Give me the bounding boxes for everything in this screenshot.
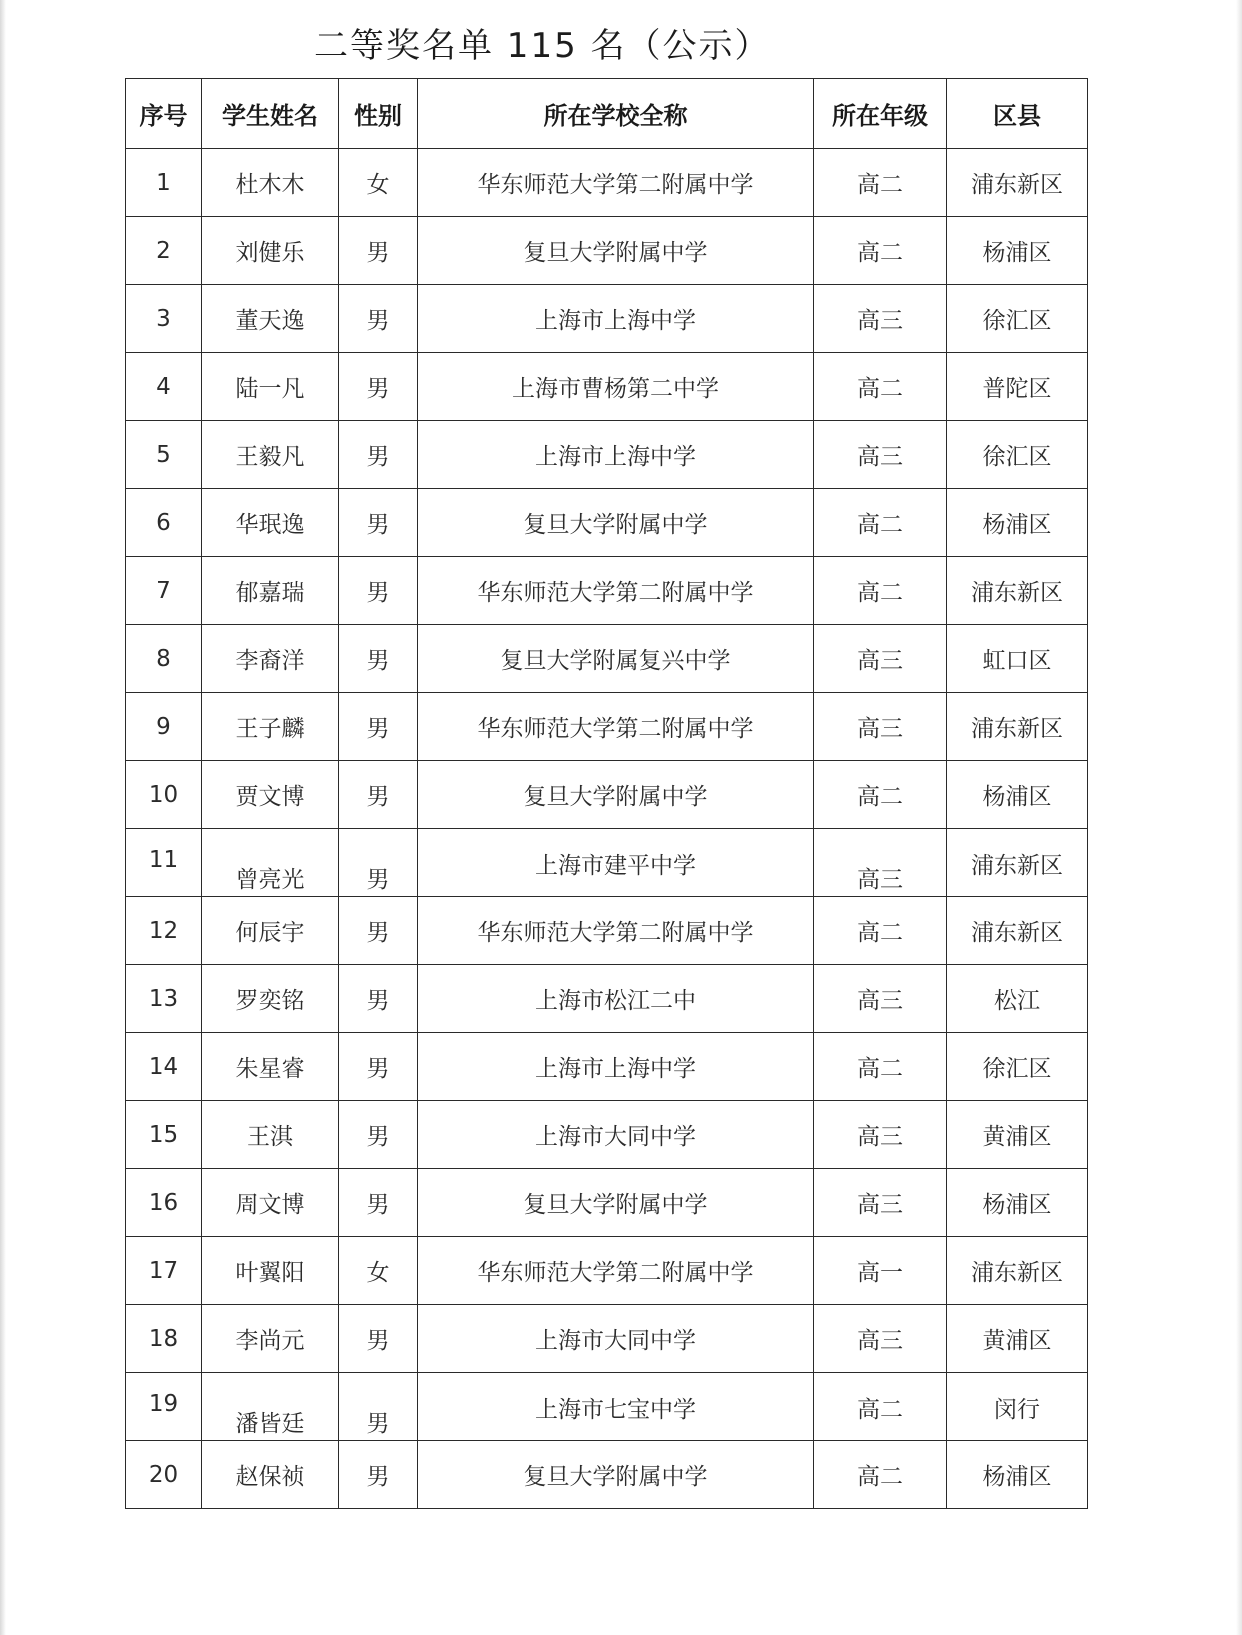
cell-index: 4 xyxy=(126,353,202,421)
table-row xyxy=(126,829,1088,897)
cell-index: 11 xyxy=(126,829,202,897)
cell-grade: 高三 xyxy=(814,421,947,489)
table-row xyxy=(126,1169,1088,1237)
cell-index: 9 xyxy=(126,693,202,761)
table-row xyxy=(126,217,1088,285)
cell-student-name: 朱星睿 xyxy=(202,1033,339,1101)
table-row xyxy=(126,693,1088,761)
cell-student-name: 贾文博 xyxy=(202,761,339,829)
cell-gender: 女 xyxy=(339,1237,418,1305)
cell-index: 7 xyxy=(126,557,202,625)
cell-grade: 高二 xyxy=(814,217,947,285)
header-row xyxy=(126,79,1088,149)
cell-school: 上海市七宝中学 xyxy=(418,1373,814,1441)
cell-district: 闵行 xyxy=(947,1373,1088,1441)
cell-index: 2 xyxy=(126,217,202,285)
table-row xyxy=(126,353,1088,421)
cell-school: 上海市大同中学 xyxy=(418,1101,814,1169)
cell-student-name: 王淇 xyxy=(202,1101,339,1169)
cell-student-name: 潘皆廷 xyxy=(202,1373,339,1441)
cell-gender: 男 xyxy=(339,761,418,829)
cell-index: 8 xyxy=(126,625,202,693)
cell-index: 18 xyxy=(126,1305,202,1373)
cell-school: 复旦大学附属中学 xyxy=(418,1169,814,1237)
cell-index: 12 xyxy=(126,897,202,965)
cell-student-name: 王子麟 xyxy=(202,693,339,761)
cell-index: 17 xyxy=(126,1237,202,1305)
cell-grade: 高二 xyxy=(814,557,947,625)
cell-gender: 男 xyxy=(339,1033,418,1101)
cell-index: 3 xyxy=(126,285,202,353)
header-student-name: 学生姓名 xyxy=(202,79,339,149)
cell-district: 杨浦区 xyxy=(947,489,1088,557)
cell-school: 华东师范大学第二附属中学 xyxy=(418,149,814,217)
cell-student-name: 华珉逸 xyxy=(202,489,339,557)
cell-school: 华东师范大学第二附属中学 xyxy=(418,1237,814,1305)
table-body xyxy=(126,149,1088,1509)
table-row xyxy=(126,625,1088,693)
cell-grade: 高二 xyxy=(814,1441,947,1509)
cell-district: 杨浦区 xyxy=(947,1169,1088,1237)
cell-district: 杨浦区 xyxy=(947,761,1088,829)
cell-grade: 高二 xyxy=(814,489,947,557)
header-gender: 性别 xyxy=(339,79,418,149)
table-row xyxy=(126,761,1088,829)
header-district: 区县 xyxy=(947,79,1088,149)
cell-student-name: 叶翼阳 xyxy=(202,1237,339,1305)
cell-district: 浦东新区 xyxy=(947,897,1088,965)
page-right-edge-shadow xyxy=(1236,0,1242,1635)
cell-gender: 男 xyxy=(339,693,418,761)
cell-gender: 男 xyxy=(339,897,418,965)
cell-district: 杨浦区 xyxy=(947,1441,1088,1509)
cell-index: 13 xyxy=(126,965,202,1033)
cell-grade: 高三 xyxy=(814,1169,947,1237)
cell-index: 14 xyxy=(126,1033,202,1101)
cell-district: 浦东新区 xyxy=(947,693,1088,761)
cell-student-name: 董天逸 xyxy=(202,285,339,353)
cell-gender: 男 xyxy=(339,489,418,557)
cell-student-name: 何辰宇 xyxy=(202,897,339,965)
cell-index: 10 xyxy=(126,761,202,829)
cell-district: 黄浦区 xyxy=(947,1305,1088,1373)
cell-school: 复旦大学附属复兴中学 xyxy=(418,625,814,693)
cell-student-name: 李裔洋 xyxy=(202,625,339,693)
cell-index: 19 xyxy=(126,1373,202,1441)
cell-district: 普陀区 xyxy=(947,353,1088,421)
cell-gender: 男 xyxy=(339,557,418,625)
page-left-edge-shadow xyxy=(0,0,6,1635)
table-row xyxy=(126,1373,1088,1441)
cell-grade: 高三 xyxy=(814,965,947,1033)
cell-gender: 男 xyxy=(339,421,418,489)
cell-student-name: 曾亮光 xyxy=(202,829,339,897)
award-list-table xyxy=(125,78,1088,1509)
cell-school: 上海市大同中学 xyxy=(418,1305,814,1373)
cell-grade: 高二 xyxy=(814,897,947,965)
cell-gender: 男 xyxy=(339,353,418,421)
cell-grade: 高二 xyxy=(814,353,947,421)
cell-student-name: 陆一凡 xyxy=(202,353,339,421)
cell-grade: 高二 xyxy=(814,149,947,217)
cell-gender: 男 xyxy=(339,1441,418,1509)
table-row xyxy=(126,1305,1088,1373)
cell-district: 徐汇区 xyxy=(947,421,1088,489)
cell-student-name: 赵保祯 xyxy=(202,1441,339,1509)
cell-gender: 女 xyxy=(339,149,418,217)
cell-gender: 男 xyxy=(339,1101,418,1169)
cell-student-name: 周文博 xyxy=(202,1169,339,1237)
cell-school: 复旦大学附属中学 xyxy=(418,489,814,557)
cell-gender: 男 xyxy=(339,625,418,693)
table-row xyxy=(126,1237,1088,1305)
cell-student-name: 刘健乐 xyxy=(202,217,339,285)
cell-district: 虹口区 xyxy=(947,625,1088,693)
cell-student-name: 郁嘉瑞 xyxy=(202,557,339,625)
cell-school: 华东师范大学第二附属中学 xyxy=(418,557,814,625)
cell-district: 徐汇区 xyxy=(947,285,1088,353)
cell-district: 浦东新区 xyxy=(947,829,1088,897)
cell-gender: 男 xyxy=(339,285,418,353)
table-row xyxy=(126,1441,1088,1509)
cell-gender: 男 xyxy=(339,965,418,1033)
cell-school: 上海市上海中学 xyxy=(418,1033,814,1101)
cell-index: 20 xyxy=(126,1441,202,1509)
cell-index: 1 xyxy=(126,149,202,217)
cell-school: 复旦大学附属中学 xyxy=(418,761,814,829)
cell-school: 上海市上海中学 xyxy=(418,285,814,353)
cell-student-name: 罗奕铭 xyxy=(202,965,339,1033)
cell-index: 5 xyxy=(126,421,202,489)
cell-gender: 男 xyxy=(339,217,418,285)
header-grade: 所在年级 xyxy=(814,79,947,149)
table-row xyxy=(126,1101,1088,1169)
table-row xyxy=(126,557,1088,625)
cell-student-name: 杜木木 xyxy=(202,149,339,217)
cell-grade: 高二 xyxy=(814,1373,947,1441)
cell-gender: 男 xyxy=(339,829,418,897)
cell-school: 上海市上海中学 xyxy=(418,421,814,489)
cell-gender: 男 xyxy=(339,1305,418,1373)
cell-school: 华东师范大学第二附属中学 xyxy=(418,897,814,965)
cell-gender: 男 xyxy=(339,1169,418,1237)
cell-grade: 高三 xyxy=(814,829,947,897)
cell-grade: 高三 xyxy=(814,625,947,693)
cell-grade: 高三 xyxy=(814,693,947,761)
table-row xyxy=(126,421,1088,489)
table-row xyxy=(126,149,1088,217)
table-row xyxy=(126,285,1088,353)
cell-grade: 高一 xyxy=(814,1237,947,1305)
cell-school: 上海市松江二中 xyxy=(418,965,814,1033)
document-title: 二等奖名单 115 名（公示） xyxy=(314,26,771,66)
cell-grade: 高二 xyxy=(814,761,947,829)
cell-school: 上海市曹杨第二中学 xyxy=(418,353,814,421)
cell-grade: 高三 xyxy=(814,285,947,353)
header-school: 所在学校全称 xyxy=(418,79,814,149)
cell-district: 徐汇区 xyxy=(947,1033,1088,1101)
cell-student-name: 王毅凡 xyxy=(202,421,339,489)
table-row xyxy=(126,1033,1088,1101)
cell-grade: 高三 xyxy=(814,1101,947,1169)
cell-district: 杨浦区 xyxy=(947,217,1088,285)
cell-grade: 高二 xyxy=(814,1033,947,1101)
cell-district: 松江 xyxy=(947,965,1088,1033)
cell-student-name: 李尚元 xyxy=(202,1305,339,1373)
table-row xyxy=(126,489,1088,557)
cell-school: 复旦大学附属中学 xyxy=(418,1441,814,1509)
cell-district: 浦东新区 xyxy=(947,149,1088,217)
cell-index: 16 xyxy=(126,1169,202,1237)
cell-school: 上海市建平中学 xyxy=(418,829,814,897)
cell-district: 浦东新区 xyxy=(947,1237,1088,1305)
cell-school: 华东师范大学第二附属中学 xyxy=(418,693,814,761)
cell-index: 6 xyxy=(126,489,202,557)
cell-index: 15 xyxy=(126,1101,202,1169)
table-row xyxy=(126,965,1088,1033)
cell-grade: 高三 xyxy=(814,1305,947,1373)
cell-district: 浦东新区 xyxy=(947,557,1088,625)
cell-gender: 男 xyxy=(339,1373,418,1441)
cell-school: 复旦大学附属中学 xyxy=(418,217,814,285)
cell-district: 黄浦区 xyxy=(947,1101,1088,1169)
table-header xyxy=(126,79,1088,149)
header-index: 序号 xyxy=(126,79,202,149)
table-row xyxy=(126,897,1088,965)
